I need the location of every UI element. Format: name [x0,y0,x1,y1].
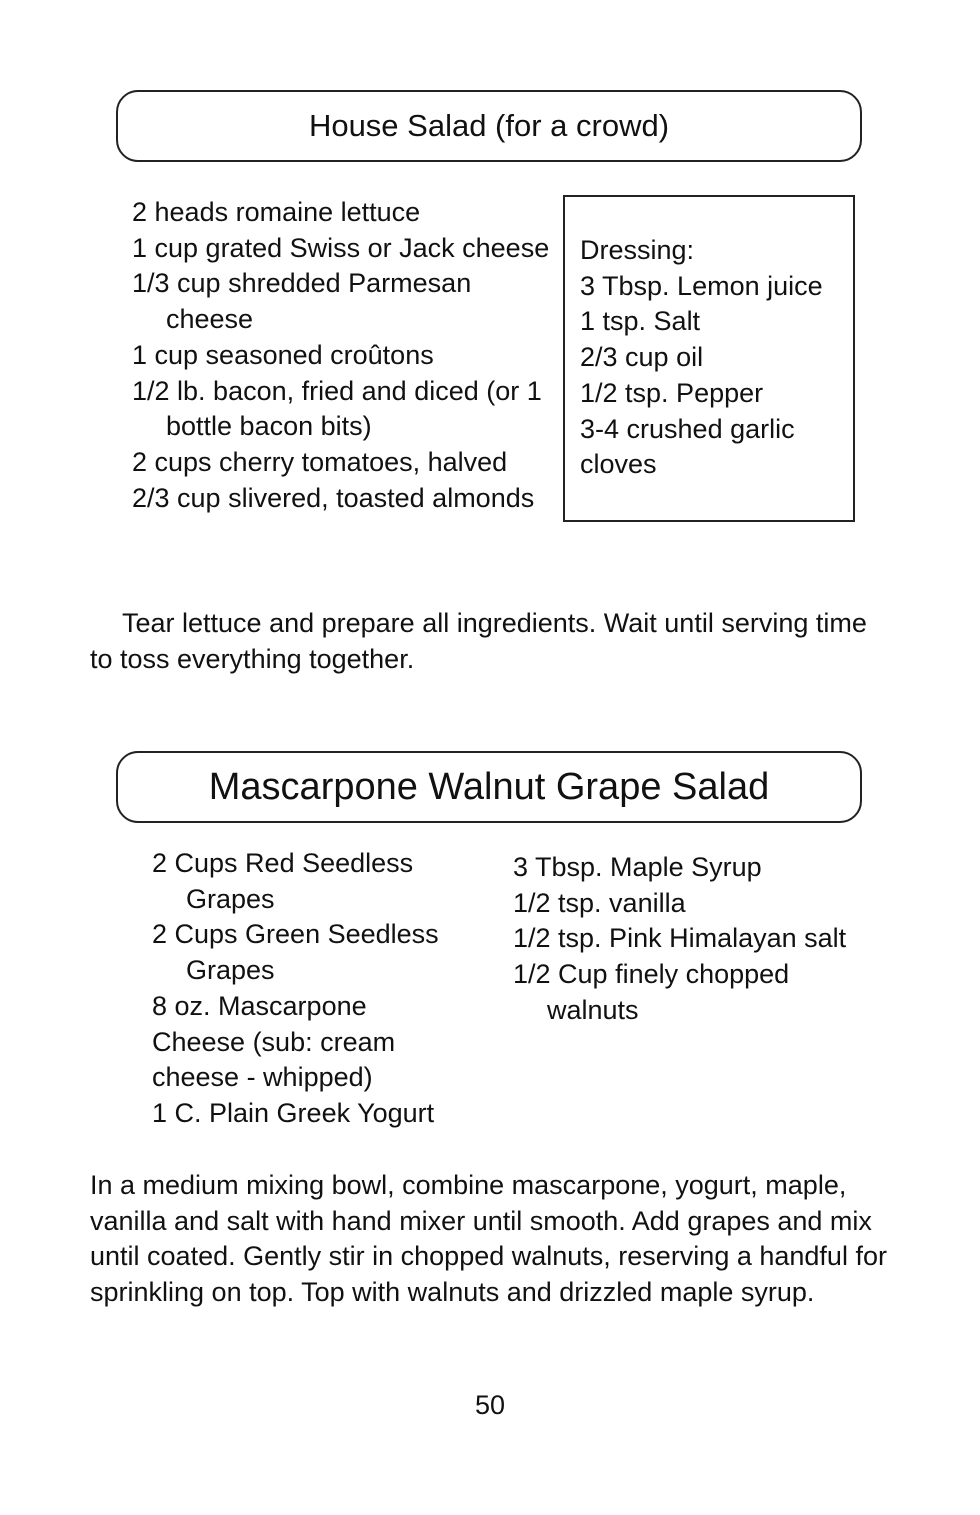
ingredient-item: Cheese (sub: cream [152,1026,396,1057]
ingredient-item: cheese - whipped) [152,1062,373,1093]
ingredient-item: 2 Cups Red Seedless Grapes [152,848,414,914]
recipe-directions: In a medium mixing bowl, combine mascarpone, yogurt, maple, vanilla and salt with hand mixer until smooth. Add grapes and mix until coated. Gently stir in chopped walnuts, reserving a handful for sprinkling on top. Top with walnuts and drizzled maple syrup. [90,1170,887,1308]
ingredient-item: 1 C. Plain Greek Yogurt [152,1097,435,1128]
dressing-box [563,195,855,522]
dressing-item: 2/3 cup oil [580,342,704,373]
ingredient-item: 1 cup seasoned croûtons [132,339,434,370]
recipe-directions: Tear lettuce and prepare all ingredients. Wait until serving time to toss everything together. [90,608,867,674]
ingredient-item: 1/2 lb. bacon, fried and diced (or 1 bottle bacon bits) [132,375,542,442]
dressing-heading: Dressing: [580,235,695,265]
recipe-title: Mascarpone Walnut Grape Salad [208,765,770,808]
ingredient-item: 2 Cups Green Seedless Grapes [152,919,439,986]
ingredient-item: 1/2 Cup finely chopped walnuts [513,959,790,1025]
dressing-item: 3 Tbsp. Lemon juice [580,270,823,301]
dressing-item: 1 tsp. Salt [580,306,701,337]
recipe-title-box [116,90,862,162]
ingredient-item: 1 cup grated Swiss or Jack cheese [132,232,550,263]
dressing-item: 1/2 tsp. Pepper [580,377,764,408]
dressing-item: cloves [580,449,657,480]
page-number: 50 [474,1390,506,1420]
ingredient-list-left [152,846,492,1132]
ingredient-item: 8 oz. Mascarpone [152,990,367,1021]
recipe-title: House Salad (for a crowd) [308,108,670,143]
dressing-item: 3-4 crushed garlic [580,413,795,444]
ingredient-item: 2 heads romaine lettuce [132,197,421,227]
ingredient-list [132,195,562,516]
ingredient-list-right [513,850,853,1029]
ingredient-item: 1/2 tsp. Pink Himalayan salt [513,923,847,954]
ingredient-item: 3 Tbsp. Maple Syrup [513,852,762,882]
ingredient-item: 1/3 cup shredded Parmesan cheese [132,268,472,335]
ingredient-item: 2/3 cup slivered, toasted almonds [132,482,535,513]
ingredient-item: 1/2 tsp. vanilla [513,887,686,918]
ingredient-item: 2 cups cherry tomatoes, halved [132,446,508,477]
recipe-title-box [116,751,862,823]
